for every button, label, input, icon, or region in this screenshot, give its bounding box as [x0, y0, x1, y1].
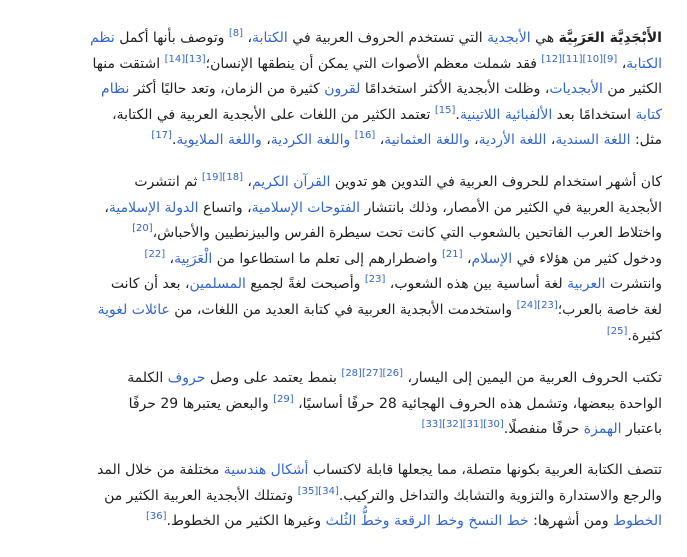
text: استخدامًا بعد [552, 106, 636, 123]
letters-paragraph [9, 366, 662, 443]
text: بنمط يعتمد على وصل [205, 370, 342, 386]
link-quran[interactable]: القرآن الكريم [251, 174, 331, 190]
text: واضطرارهم إلى تعلم ما استطاعوا من [212, 250, 442, 267]
text: فقد شملت معظم الأصوات التي يمكن أن ينطقها الإنسان؛ [205, 55, 542, 72]
text: لغة خاصة بالعرب؛ [557, 301, 662, 318]
text: . [455, 106, 460, 123]
text-line [9, 77, 662, 103]
text: ، [165, 250, 175, 267]
reference-link[interactable]: [36] [146, 511, 167, 523]
text: . [171, 132, 177, 149]
text: كثيرة من الزمان، وتعد حاليًا أكثر [129, 81, 325, 98]
text-line [9, 52, 662, 78]
reference-link[interactable]: [8] [228, 28, 244, 39]
text: هي [530, 30, 559, 46]
link-writing-3[interactable]: كتابة [635, 106, 662, 123]
text-line [9, 484, 662, 510]
text: والبعض يعتبرها 29 حرفًا [128, 395, 274, 412]
text: مثل: [630, 132, 662, 149]
text: الواحدة ببعضها، وتشمل هذه الحروف الهجائية 28 حرفًا أساسيًا، [293, 395, 662, 412]
text: واستخدمت الأبجدية العربية في كتابة العديد من اللغات، من [169, 301, 517, 318]
text: ثم انتشرت [134, 174, 202, 190]
text: اشتقت منها [92, 55, 165, 72]
text: والرجع والاستدارة والتزوية والتشابك والتداخل والتركيب. [338, 487, 662, 504]
text-line [9, 509, 662, 535]
link-hamza[interactable]: الهمزة [583, 421, 622, 438]
text: ، وظلت الأبجدية الأكثر استخدامًا [360, 81, 550, 98]
article-term: الأَبْجَدِيَّة العَرَبِيَّة [558, 30, 662, 46]
text: ، [469, 132, 479, 149]
link-arabic-language[interactable]: العربية [567, 276, 606, 293]
text-line [9, 417, 662, 443]
link-centuries[interactable]: لقرون [324, 81, 361, 98]
text-line [9, 128, 662, 154]
text: ، [375, 132, 385, 149]
link-alphabet[interactable]: الأبجدية [487, 30, 531, 46]
text: تعتمد الكثير من اللغات على الأبجدية العربية في الكتابة، [112, 106, 435, 123]
reference-link[interactable]: [23][24] [516, 299, 558, 311]
text: لغة أساسية بين هذه الشعوب، [385, 276, 568, 293]
link-islamic-conquests[interactable]: الفتوحات الإسلامية [251, 199, 361, 216]
text: وتمتلك الأبجدية العربية الكثير من [104, 487, 298, 504]
link-alphabets[interactable]: الأبجديات [549, 81, 603, 98]
text: حرفًا منفصلًا. [503, 421, 584, 438]
reference-link[interactable]: [13][14] [164, 53, 206, 65]
text: ، [462, 250, 472, 267]
text: وأصبحت لغةً لجميع [245, 276, 365, 293]
text-line [9, 196, 662, 222]
text: تتصف الكتابة العربية بكونها متصلة، مما يجعلها قابلة لاكتساب [308, 462, 662, 478]
text: باعتبار [621, 421, 662, 438]
intro-paragraph [9, 26, 662, 154]
link-system[interactable]: نظام [101, 81, 130, 98]
link-writing[interactable]: الكتابة [252, 30, 288, 46]
reference-link[interactable]: [15] [434, 104, 456, 116]
link-islamic-state[interactable]: الدولة الإسلامية [108, 199, 199, 216]
reference-link[interactable]: [25] [606, 325, 628, 337]
text: ، [546, 132, 556, 149]
calligraphy-paragraph [9, 458, 662, 535]
text: كثيرة. [627, 327, 662, 344]
history-paragraph [9, 170, 662, 349]
reference-link[interactable]: [22] [144, 248, 166, 260]
link-geometric-shapes[interactable]: أشكال هندسية [223, 462, 309, 478]
link-naskh[interactable]: خط النسخ [468, 513, 529, 530]
text-line [9, 458, 662, 484]
text: مختلفة من خلال المد [97, 462, 224, 478]
text-line [9, 272, 662, 298]
reference-link[interactable]: [20] [132, 223, 153, 235]
link-ruqah[interactable]: وخط الرقعة [393, 513, 464, 530]
text-line [9, 324, 662, 350]
text-line [9, 26, 662, 52]
link-writing-2[interactable]: الكتابة [626, 55, 662, 72]
reference-link[interactable]: [29] [273, 393, 294, 405]
link-systems[interactable]: نظم [90, 30, 115, 46]
reference-link[interactable]: [34][35] [297, 485, 339, 497]
link-sindhi[interactable]: اللغة السندية [555, 132, 631, 149]
link-kurdish[interactable]: واللغة الكردية [270, 132, 351, 149]
text: تكتب الحروف العربية من اليمين إلى اليسار، [403, 370, 662, 386]
link-thuluth[interactable]: وخطُّ الثُلث [325, 513, 390, 530]
text: وتوصف بأنها أكمل [114, 30, 229, 46]
text: ، [243, 30, 253, 46]
link-arabic[interactable]: الْعَرَبِية [174, 250, 213, 267]
text-line [9, 103, 662, 129]
text: ومن أشهرها: [528, 513, 614, 530]
text: الأبجدية العربية في الكثير من الأمصار، وذلك بانتشار [360, 199, 662, 216]
reference-link[interactable]: [17] [151, 130, 172, 142]
text-line [9, 247, 662, 273]
link-malay[interactable]: واللغة الملايوية [176, 132, 262, 149]
link-ottoman[interactable]: واللغة العثمانية [384, 132, 470, 149]
text-line [9, 366, 662, 392]
reference-link[interactable]: [18][19] [201, 172, 243, 183]
text: الكلمة [127, 370, 168, 386]
reference-link[interactable]: [9][10][11][12] [541, 53, 618, 65]
text: ، [261, 132, 271, 149]
text: واختلاط العرب الفاتحين بالشعوب التي كانت تحت سيطرة الفرس والبيزنطيين والأحباش، [152, 225, 662, 242]
link-urdu[interactable]: اللغة الأردية [478, 132, 547, 149]
text: وانتشرت [605, 276, 662, 293]
link-letters[interactable]: حروف [167, 370, 206, 386]
link-latin-alphabet[interactable]: الألفبائية اللاتينية [459, 106, 553, 123]
text: ، [617, 55, 627, 72]
link-islam[interactable]: الإسلام [471, 250, 513, 267]
reference-link[interactable]: [21] [442, 248, 463, 260]
text: الكثير من [602, 81, 662, 98]
reference-link[interactable]: [26][27][28] [341, 368, 404, 379]
link-muslims[interactable]: المسلمين [189, 276, 246, 293]
text: ودخول كثير من هؤلاء في [512, 250, 662, 267]
text: ، [242, 174, 252, 190]
text-line [9, 221, 662, 247]
text: ، بعد أن كانت [110, 276, 190, 293]
text: ، واتساع [198, 199, 252, 216]
text-line [9, 298, 662, 324]
text-line [9, 392, 662, 418]
text: وغيرها الكثير من الخطوط. [166, 513, 326, 530]
text: ، [104, 199, 109, 216]
reference-link[interactable]: [23] [364, 274, 386, 286]
reference-link[interactable]: [16] [354, 130, 376, 142]
reference-link[interactable]: [30][31][32][33] [421, 419, 504, 431]
text: التي تستخدم الحروف العربية في [287, 30, 488, 46]
link-scripts[interactable]: الخطوط [613, 513, 662, 530]
text: كان أشهر استخدام للحروف العربية في التدوين هو تدوين [330, 174, 662, 190]
text-line [9, 170, 662, 196]
link-language-families[interactable]: عائلات لغوية [97, 301, 170, 318]
